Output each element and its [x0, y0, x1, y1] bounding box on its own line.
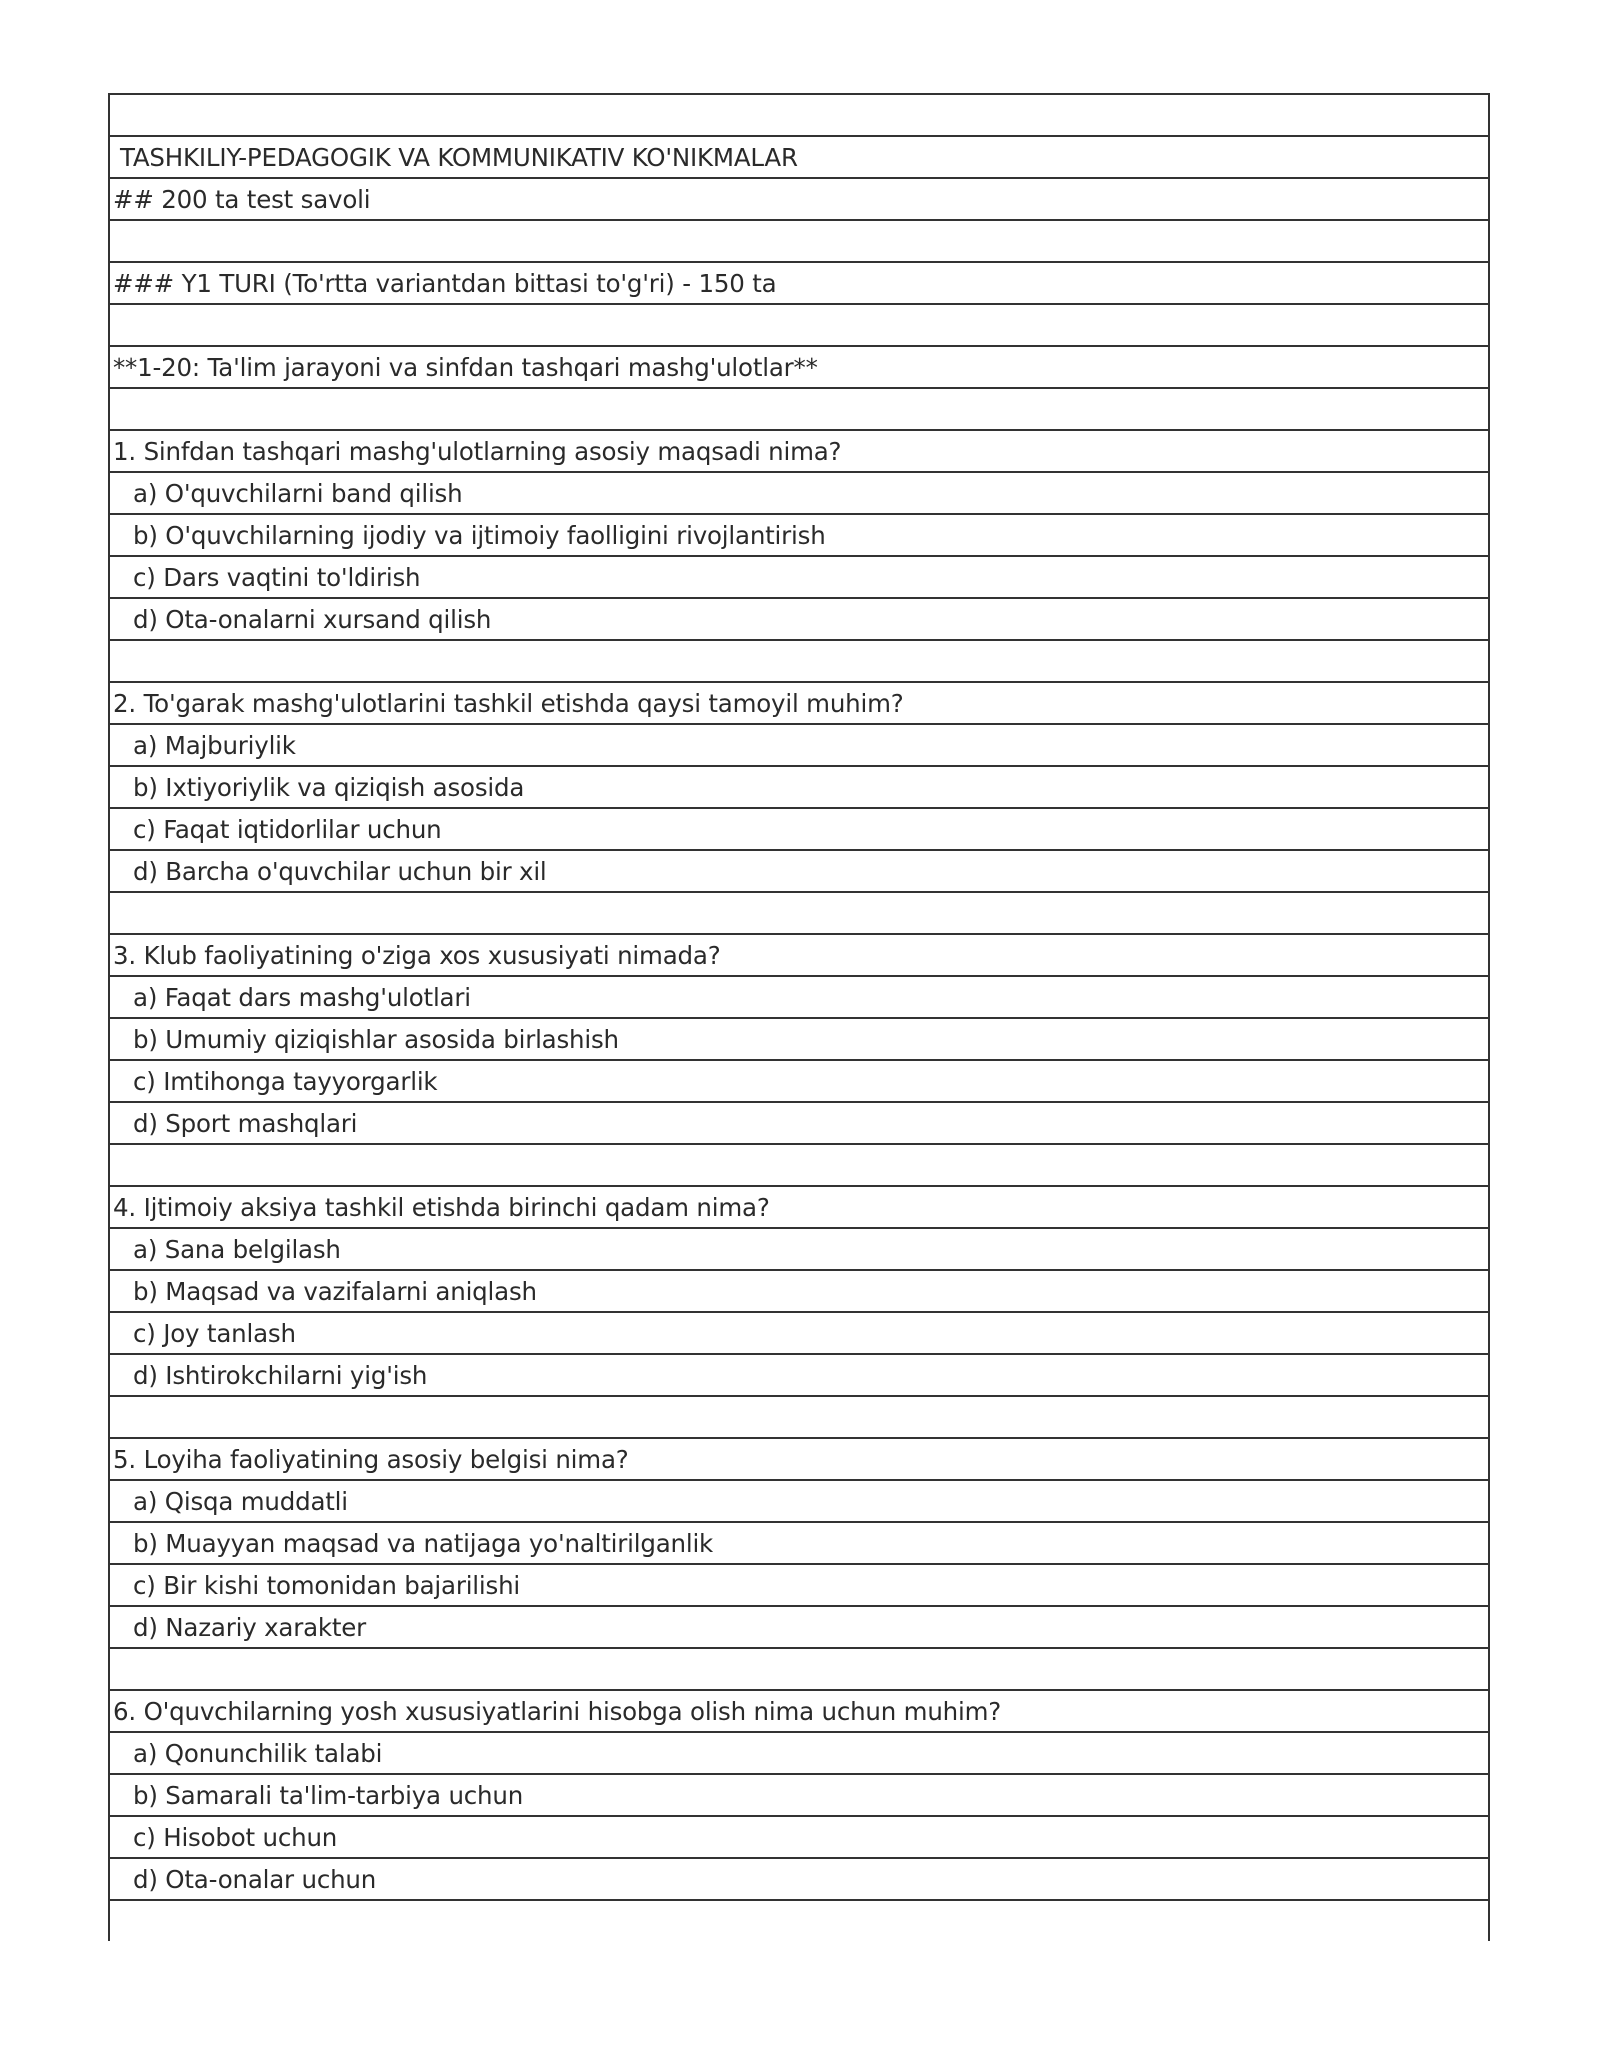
- question-text: 4. Ijtimoiy aksiya tashkil etishda birinchi qadam nima?: [110, 1185, 1488, 1227]
- answer-option: b) Maqsad va vazifalarni aniqlash: [110, 1269, 1488, 1311]
- answer-option: b) Ixtiyoriylik va qiziqish asosida: [110, 765, 1488, 807]
- answer-option: d) Nazariy xarakter: [110, 1605, 1488, 1647]
- empty-row: [110, 639, 1488, 681]
- answer-option: c) Bir kishi tomonidan bajarilishi: [110, 1563, 1488, 1605]
- answer-option: d) Ishtirokchilarni yig'ish: [110, 1353, 1488, 1395]
- answer-option: b) Umumiy qiziqishlar asosida birlashish: [110, 1017, 1488, 1059]
- answer-option: c) Hisobot uchun: [110, 1815, 1488, 1857]
- answer-option: a) Qisqa muddatli: [110, 1479, 1488, 1521]
- answer-option: c) Joy tanlash: [110, 1311, 1488, 1353]
- empty-row: [110, 303, 1488, 345]
- empty-row: [110, 1899, 1488, 1941]
- empty-row: [110, 1647, 1488, 1689]
- empty-row: [110, 93, 1488, 135]
- answer-option: d) Ota-onalar uchun: [110, 1857, 1488, 1899]
- answer-option: b) Samarali ta'lim-tarbiya uchun: [110, 1773, 1488, 1815]
- block-heading: **1-20: Ta'lim jarayoni va sinfdan tashqari mashg'ulotlar**: [110, 345, 1488, 387]
- empty-row: [110, 1143, 1488, 1185]
- answer-option: c) Dars vaqtini to'ldirish: [110, 555, 1488, 597]
- question-text: 2. To'garak mashg'ulotlarini tashkil etishda qaysi tamoyil muhim?: [110, 681, 1488, 723]
- answer-option: a) Faqat dars mashg'ulotlari: [110, 975, 1488, 1017]
- section-heading: ### Y1 TURI (To'rtta variantdan bittasi to'g'ri) - 150 ta: [110, 261, 1488, 303]
- answer-option: a) Sana belgilash: [110, 1227, 1488, 1269]
- answer-option: d) Sport mashqlari: [110, 1101, 1488, 1143]
- answer-option: a) Qonunchilik talabi: [110, 1731, 1488, 1773]
- answer-option: b) O'quvchilarning ijodiy va ijtimoiy faolligini rivojlantirish: [110, 513, 1488, 555]
- empty-row: [110, 387, 1488, 429]
- answer-option: a) Majburiylik: [110, 723, 1488, 765]
- empty-row: [110, 891, 1488, 933]
- answer-option: c) Faqat iqtidorlilar uchun: [110, 807, 1488, 849]
- question-text: 1. Sinfdan tashqari mashg'ulotlarning asosiy maqsadi nima?: [110, 429, 1488, 471]
- empty-row: [110, 219, 1488, 261]
- document-subtitle: ## 200 ta test savoli: [110, 177, 1488, 219]
- spreadsheet-page: [108, 93, 1490, 1941]
- answer-option: c) Imtihonga tayyorgarlik: [110, 1059, 1488, 1101]
- empty-row: [110, 1395, 1488, 1437]
- answer-option: d) Ota-onalarni xursand qilish: [110, 597, 1488, 639]
- question-text: 5. Loyiha faoliyatining asosiy belgisi nima?: [110, 1437, 1488, 1479]
- answer-option: d) Barcha o'quvchilar uchun bir xil: [110, 849, 1488, 891]
- answer-option: a) O'quvchilarni band qilish: [110, 471, 1488, 513]
- question-text: 3. Klub faoliyatining o'ziga xos xususiyati nimada?: [110, 933, 1488, 975]
- document-title: TASHKILIY-PEDAGOGIK VA KOMMUNIKATIV KO'NIKMALAR: [110, 135, 1488, 177]
- question-text: 6. O'quvchilarning yosh xususiyatlarini hisobga olish nima uchun muhim?: [110, 1689, 1488, 1731]
- answer-option: b) Muayyan maqsad va natijaga yo'naltirilganlik: [110, 1521, 1488, 1563]
